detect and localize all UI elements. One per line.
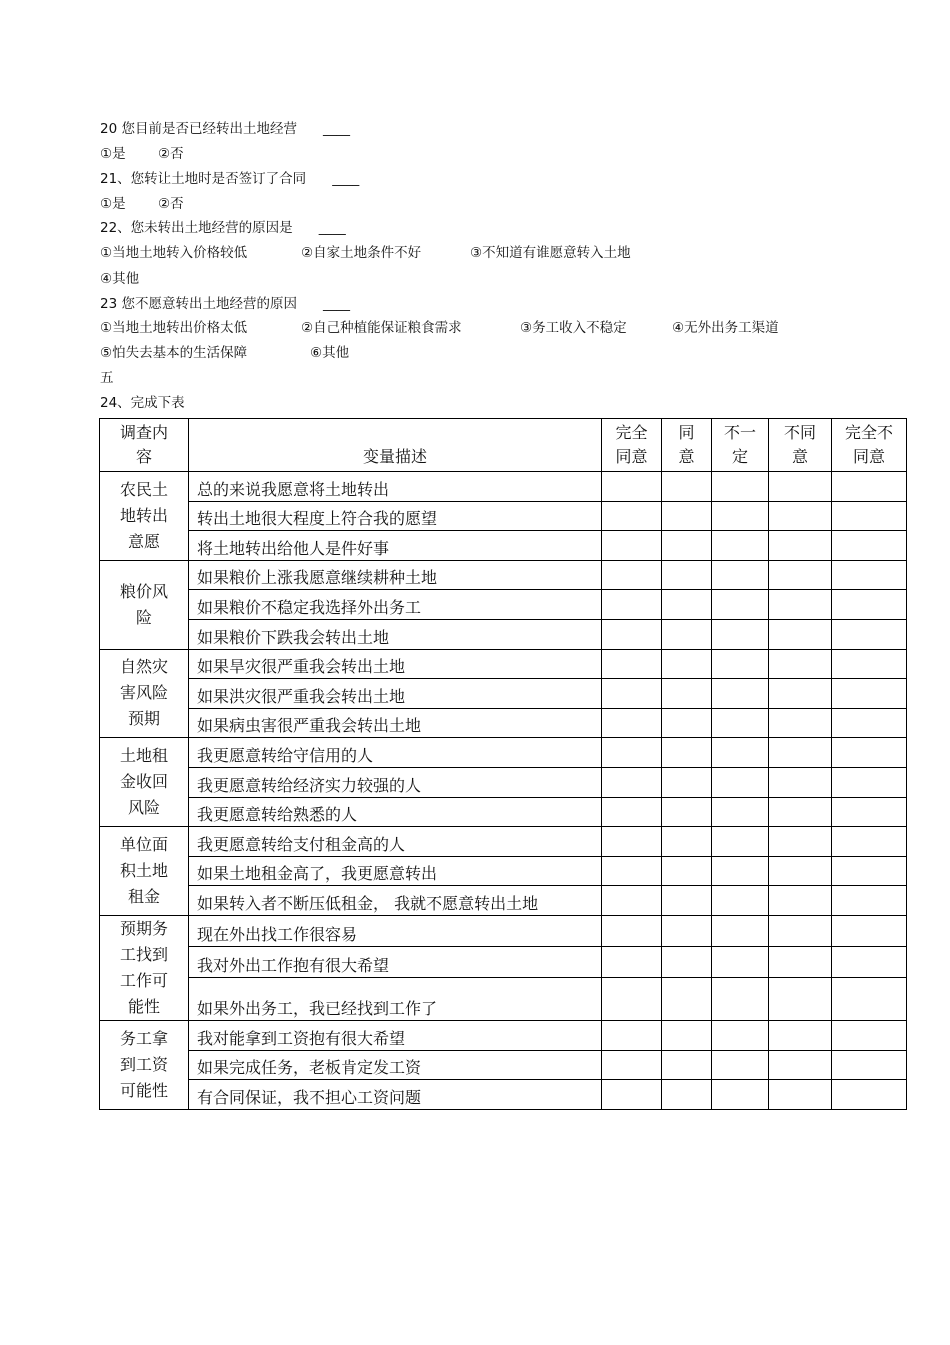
section-label: 五 (100, 370, 114, 386)
question-24-title: 24、完成下表 (100, 395, 185, 411)
rating-cell-strongly-disagree[interactable] (832, 1020, 907, 1050)
rating-cell-strongly-disagree[interactable] (832, 946, 907, 977)
rating-cell-agree[interactable] (662, 708, 712, 738)
q23-option-1[interactable]: ①当地土地转出价格太低 (100, 320, 248, 336)
rating-cell-strongly-agree[interactable] (602, 797, 662, 827)
category-line: 预期 (127, 709, 160, 729)
rating-cell-strongly-agree[interactable] (602, 619, 662, 649)
category-cell (100, 827, 189, 916)
attitude-table (99, 418, 907, 1110)
category-cell (100, 560, 189, 649)
rating-cell-agree[interactable] (662, 767, 712, 797)
question-23 (100, 296, 350, 312)
rating-cell-disagree[interactable] (769, 679, 832, 709)
rating-cell-strongly-disagree[interactable] (832, 590, 907, 620)
category-line: 险 (135, 607, 152, 627)
header-strongly-disagree (832, 419, 907, 472)
rating-cell-neutral[interactable] (712, 531, 769, 561)
rating-cell-strongly-disagree[interactable] (832, 1080, 907, 1110)
rating-cell-neutral[interactable] (712, 767, 769, 797)
q22-option-1[interactable]: ①当地土地转入价格较低 (100, 245, 248, 261)
rating-cell-strongly-disagree[interactable] (832, 977, 907, 1020)
rating-cell-strongly-agree[interactable] (602, 649, 662, 679)
rating-cell-disagree[interactable] (769, 708, 832, 738)
rating-cell-disagree[interactable] (769, 531, 832, 561)
table-row (100, 708, 907, 738)
q21-option-2[interactable]: ②否 (158, 196, 184, 212)
q21-option-1[interactable]: ①是 (100, 196, 126, 212)
table-row (100, 501, 907, 531)
rating-cell-agree[interactable] (662, 619, 712, 649)
q23-option-4[interactable]: ④无外出务工渠道 (672, 320, 779, 336)
description-cell: 我更愿意转给守信用的人 (189, 738, 602, 768)
rating-cell-disagree[interactable] (769, 738, 832, 768)
rating-cell-disagree[interactable] (769, 1050, 832, 1080)
table-row (100, 767, 907, 797)
description-cell: 如果完成任务，老板肯定发工资 (189, 1050, 602, 1080)
q23-option-3[interactable]: ③务工收入不稳定 (520, 320, 627, 336)
q22-option-2[interactable]: ②自家土地条件不好 (301, 245, 422, 261)
table-row (100, 649, 907, 679)
rating-cell-neutral[interactable] (712, 1020, 769, 1050)
rating-cell-disagree[interactable] (769, 946, 832, 977)
category-line: 害风险 (119, 683, 168, 703)
rating-cell-strongly-agree[interactable] (602, 472, 662, 502)
rating-cell-disagree[interactable] (769, 501, 832, 531)
header-agree-line: 同 (678, 423, 695, 442)
rating-cell-disagree[interactable] (769, 915, 832, 946)
rating-cell-strongly-agree[interactable] (602, 827, 662, 857)
question-21-blank[interactable]: ____ (332, 171, 360, 187)
q22-option-4[interactable]: ④其他 (100, 271, 140, 287)
header-disagree-line: 意 (791, 447, 808, 466)
table-row (100, 560, 907, 590)
rating-cell-neutral[interactable] (712, 560, 769, 590)
table-row (100, 946, 907, 977)
rating-cell-neutral[interactable] (712, 501, 769, 531)
category-line: 工找到 (119, 944, 168, 964)
rating-cell-strongly-agree[interactable] (602, 856, 662, 886)
rating-cell-disagree[interactable] (769, 472, 832, 502)
rating-cell-neutral[interactable] (712, 472, 769, 502)
rating-cell-strongly-disagree[interactable] (832, 827, 907, 857)
rating-cell-neutral[interactable] (712, 856, 769, 886)
rating-cell-strongly-disagree[interactable] (832, 560, 907, 590)
rating-cell-agree[interactable] (662, 797, 712, 827)
category-line: 工作可 (119, 970, 168, 990)
header-strongly-disagree-line: 完全不 (844, 423, 893, 442)
question-21-text: 21、您转让土地时是否签订了合同 (100, 171, 307, 187)
header-agree-line: 意 (678, 447, 695, 466)
description-cell: 如果转入者不断压低租金， 我就不愿意转出土地 (189, 886, 602, 916)
category-cell (100, 738, 189, 827)
category-line: 风险 (127, 798, 160, 818)
question-23-blank[interactable]: ____ (322, 296, 350, 312)
rating-cell-neutral[interactable] (712, 977, 769, 1020)
rating-cell-neutral[interactable] (712, 619, 769, 649)
description-cell: 我更愿意转给经济实力较强的人 (189, 767, 602, 797)
rating-cell-neutral[interactable] (712, 946, 769, 977)
description-cell: 如果洪灾很严重我会转出土地 (189, 679, 602, 709)
category-cell (100, 1020, 189, 1109)
q23-option-6[interactable]: ⑥其他 (310, 345, 350, 361)
rating-cell-disagree[interactable] (769, 560, 832, 590)
category-line: 粮价风 (119, 581, 168, 601)
rating-cell-strongly-disagree[interactable] (832, 531, 907, 561)
rating-cell-strongly-disagree[interactable] (832, 738, 907, 768)
header-strongly-agree-line: 同意 (615, 447, 648, 466)
table-row (100, 590, 907, 620)
rating-cell-neutral[interactable] (712, 1050, 769, 1080)
description-cell: 如果粮价下跌我会转出土地 (189, 619, 602, 649)
rating-cell-agree[interactable] (662, 738, 712, 768)
rating-cell-agree[interactable] (662, 886, 712, 916)
rating-cell-strongly-disagree[interactable] (832, 797, 907, 827)
description-cell: 如果粮价上涨我愿意继续耕种土地 (189, 560, 602, 590)
header-description: 变量描述 (189, 419, 602, 472)
table-row (100, 797, 907, 827)
description-cell: 总的来说我愿意将土地转出 (189, 472, 602, 502)
category-line: 预期务 (119, 918, 168, 938)
rating-cell-neutral[interactable] (712, 886, 769, 916)
header-strongly-disagree-line: 同意 (852, 447, 885, 466)
category-line: 可能性 (119, 1080, 168, 1100)
rating-cell-agree[interactable] (662, 531, 712, 561)
header-strongly-agree-line: 完全 (615, 423, 648, 442)
description-cell: 将土地转出给他人是件好事 (189, 531, 602, 561)
rating-cell-agree[interactable] (662, 827, 712, 857)
header-category-line: 调查内 (119, 423, 168, 442)
rating-cell-disagree[interactable] (769, 827, 832, 857)
rating-cell-agree[interactable] (662, 590, 712, 620)
header-strongly-agree (602, 419, 662, 472)
rating-cell-strongly-agree[interactable] (602, 708, 662, 738)
table-row (100, 1050, 907, 1080)
table-row (100, 856, 907, 886)
rating-cell-neutral[interactable] (712, 649, 769, 679)
rating-cell-strongly-agree[interactable] (602, 767, 662, 797)
description-cell: 如果土地租金高了，我更愿意转出 (189, 856, 602, 886)
rating-cell-strongly-agree[interactable] (602, 915, 662, 946)
header-category-line: 容 (135, 447, 152, 466)
rating-cell-agree[interactable] (662, 946, 712, 977)
rating-cell-disagree[interactable] (769, 797, 832, 827)
rating-cell-strongly-agree[interactable] (602, 590, 662, 620)
rating-cell-disagree[interactable] (769, 977, 832, 1020)
rating-cell-agree[interactable] (662, 915, 712, 946)
table-row (100, 679, 907, 709)
category-line: 到工资 (119, 1054, 168, 1074)
category-line: 金收回 (119, 772, 168, 792)
rating-cell-agree[interactable] (662, 1050, 712, 1080)
rating-cell-disagree[interactable] (769, 1080, 832, 1110)
table-row (100, 619, 907, 649)
rating-cell-agree[interactable] (662, 501, 712, 531)
description-cell: 有合同保证，我不担心工资问题 (189, 1080, 602, 1110)
table-header-row (100, 419, 907, 472)
category-cell (100, 649, 189, 738)
category-cell (100, 472, 189, 561)
rating-cell-disagree[interactable] (769, 649, 832, 679)
description-cell: 现在外出找工作很容易 (189, 915, 602, 946)
table-row (100, 1020, 907, 1050)
category-line: 自然灾 (119, 657, 168, 677)
rating-cell-strongly-agree[interactable] (602, 738, 662, 768)
rating-cell-strongly-agree[interactable] (602, 501, 662, 531)
rating-cell-neutral[interactable] (712, 590, 769, 620)
table-row (100, 977, 907, 1020)
rating-cell-strongly-agree[interactable] (602, 560, 662, 590)
rating-cell-strongly-disagree[interactable] (832, 886, 907, 916)
rating-cell-agree[interactable] (662, 977, 712, 1020)
question-20-text: 20 您目前是否已经转出土地经营 (100, 121, 297, 137)
table-row (100, 1080, 907, 1110)
rating-cell-strongly-agree[interactable] (602, 977, 662, 1020)
rating-cell-agree[interactable] (662, 649, 712, 679)
header-disagree (769, 419, 832, 472)
description-cell: 我更愿意转给支付租金高的人 (189, 827, 602, 857)
description-cell: 我对能拿到工资抱有很大希望 (189, 1020, 602, 1050)
category-line: 地转出 (119, 505, 168, 525)
question-20-blank[interactable]: ____ (322, 121, 350, 137)
rating-cell-strongly-disagree[interactable] (832, 679, 907, 709)
table-row (100, 886, 907, 916)
question-22-blank[interactable]: ____ (318, 220, 346, 236)
description-cell: 如果外出务工，我已经找到工作了 (189, 977, 602, 1020)
table-row (100, 915, 907, 946)
rating-cell-strongly-disagree[interactable] (832, 649, 907, 679)
rating-cell-strongly-disagree[interactable] (832, 1050, 907, 1080)
description-cell: 转出土地很大程度上符合我的愿望 (189, 501, 602, 531)
header-category (100, 419, 189, 472)
description-cell: 如果病虫害很严重我会转出土地 (189, 708, 602, 738)
description-cell: 如果旱灾很严重我会转出土地 (189, 649, 602, 679)
header-neutral-line: 不一 (723, 423, 756, 442)
rating-cell-agree[interactable] (662, 1020, 712, 1050)
category-line: 租金 (127, 887, 160, 907)
rating-cell-strongly-agree[interactable] (602, 531, 662, 561)
rating-cell-agree[interactable] (662, 560, 712, 590)
category-line: 务工拿 (119, 1028, 168, 1048)
rating-cell-disagree[interactable] (769, 886, 832, 916)
description-cell: 我对外出工作抱有很大希望 (189, 946, 602, 977)
description-cell: 如果粮价不稳定我选择外出务工 (189, 590, 602, 620)
description-cell: 我更愿意转给熟悉的人 (189, 797, 602, 827)
rating-cell-strongly-disagree[interactable] (832, 767, 907, 797)
rating-cell-strongly-agree[interactable] (602, 679, 662, 709)
category-cell (100, 915, 189, 1020)
rating-cell-strongly-disagree[interactable] (832, 708, 907, 738)
rating-cell-disagree[interactable] (769, 590, 832, 620)
rating-cell-strongly-agree[interactable] (602, 1050, 662, 1080)
question-22 (100, 220, 346, 236)
header-neutral (712, 419, 769, 472)
q20-option-2[interactable]: ②否 (158, 146, 184, 162)
table-body (100, 472, 907, 1110)
table-row (100, 738, 907, 768)
rating-cell-agree[interactable] (662, 856, 712, 886)
header-disagree-line: 不同 (783, 423, 816, 442)
question-21 (100, 171, 359, 187)
q23-option-2[interactable]: ②自己种植能保证粮食需求 (301, 320, 462, 336)
header-agree (662, 419, 712, 472)
rating-cell-strongly-agree[interactable] (602, 1020, 662, 1050)
table-row (100, 531, 907, 561)
rating-cell-strongly-agree[interactable] (602, 946, 662, 977)
rating-cell-strongly-disagree[interactable] (832, 856, 907, 886)
category-line: 积土地 (119, 861, 168, 881)
rating-cell-strongly-agree[interactable] (602, 1080, 662, 1110)
rating-cell-agree[interactable] (662, 679, 712, 709)
category-line: 农民土 (119, 479, 168, 499)
category-line: 能性 (127, 996, 160, 1016)
question-23-text: 23 您不愿意转出土地经营的原因 (100, 296, 297, 312)
rating-cell-disagree[interactable] (769, 619, 832, 649)
category-line: 土地租 (119, 746, 168, 766)
rating-cell-strongly-disagree[interactable] (832, 501, 907, 531)
rating-cell-neutral[interactable] (712, 738, 769, 768)
rating-cell-neutral[interactable] (712, 797, 769, 827)
rating-cell-agree[interactable] (662, 472, 712, 502)
rating-cell-neutral[interactable] (712, 827, 769, 857)
category-line: 单位面 (119, 835, 168, 855)
rating-cell-agree[interactable] (662, 1080, 712, 1110)
rating-cell-neutral[interactable] (712, 915, 769, 946)
rating-cell-disagree[interactable] (769, 1020, 832, 1050)
table-row (100, 472, 907, 502)
q20-option-1[interactable]: ①是 (100, 146, 126, 162)
question-20 (100, 121, 350, 137)
rating-cell-disagree[interactable] (769, 767, 832, 797)
category-line: 意愿 (127, 531, 160, 551)
rating-cell-neutral[interactable] (712, 708, 769, 738)
q23-option-5[interactable]: ⑤怕失去基本的生活保障 (100, 345, 248, 361)
rating-cell-disagree[interactable] (769, 856, 832, 886)
q22-option-3[interactable]: ③不知道有谁愿意转入土地 (470, 245, 631, 261)
rating-cell-neutral[interactable] (712, 679, 769, 709)
rating-cell-neutral[interactable] (712, 1080, 769, 1110)
header-neutral-line: 定 (731, 447, 748, 466)
rating-cell-strongly-disagree[interactable] (832, 619, 907, 649)
rating-cell-strongly-agree[interactable] (602, 886, 662, 916)
rating-cell-strongly-disagree[interactable] (832, 472, 907, 502)
rating-cell-strongly-disagree[interactable] (832, 915, 907, 946)
table-row (100, 827, 907, 857)
question-22-text: 22、您未转出土地经营的原因是 (100, 220, 293, 236)
